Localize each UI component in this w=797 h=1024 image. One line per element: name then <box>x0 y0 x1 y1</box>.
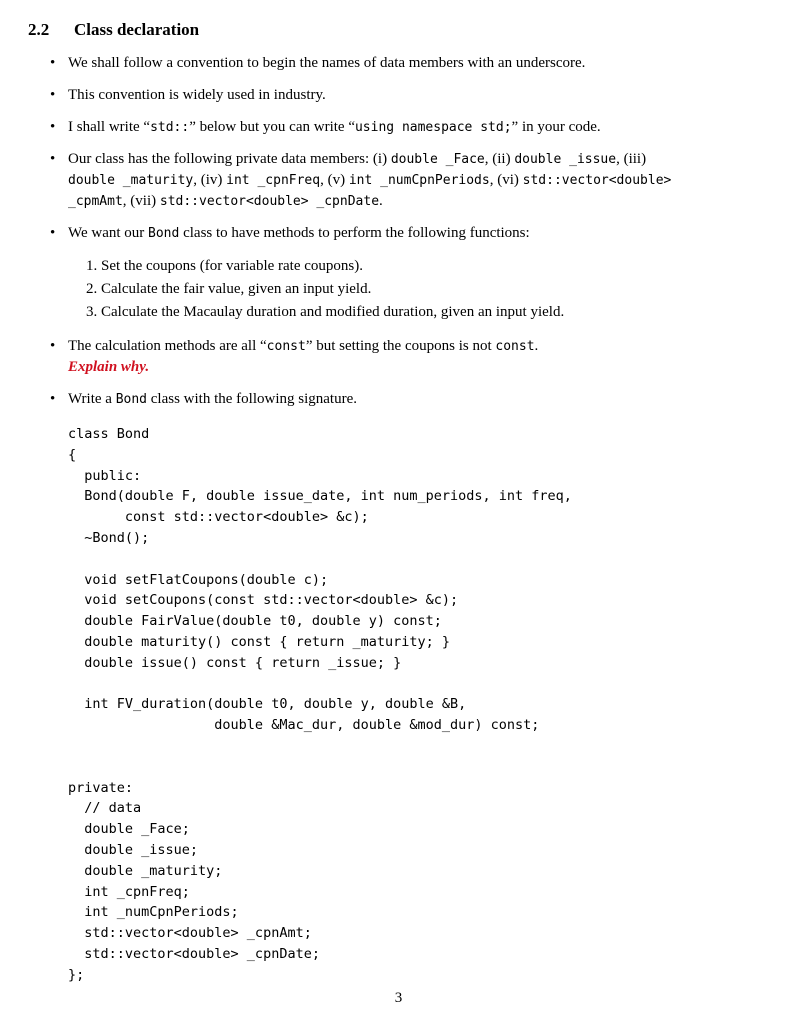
bullet-dot: • <box>50 55 56 71</box>
document-page: 2.2 Class declaration • We shall follow a convention to begin the names of data members with an underscore. • This convention is widely used in industry. • I shall write “std::” below but you can write “using namespace std;” in your code. • Our class has the following private data members: (i) double _Face, (ii) double _issue, (iii) double _maturity, (iv) int _cpnFreq, (v) int _numCpnPeriods, (vi) std::vector<double> _cpmAmt, (vii) std::vector<double> _cpnDate. • We want our Bond class to have methods to perform the following functions: 1. Set the coupons (for variable rate coupons). 2. Calculate the fair value, given an input yield. 3. Calculate the Macaulay duration and modified duration, given an input yield. • The calculation methods are all “const” but setting the coupons is not const. Explain why. • Write a Bond class with the following signature. class Bond { public: Bond(double F, double issue_date, int num_periods, int freq, const std::vector<double> &c); ~Bond(); void setFlatCoupons(double c); void setCoupons(const std::vector<double> &c); double FairValue(double t0, double y) const; double maturity() const { return _maturity; } double issue() const { return _issue; } int FV_duration(double t0, double y, double &B, double &Mac_dur, double &mod_dur) const; private: // data double _Face; double _issue; double _maturity; int _cpnFreq; int _numCpnPeriods; std::vector<double> _cpnAmt; std::vector<double> _cpnDate; }; 3 <box>0 0 797 1024</box>
section-number: 2.2 <box>28 20 50 39</box>
section-title: Class declaration <box>74 20 200 39</box>
inline-code: using namespace std; <box>354 120 512 135</box>
page-number: 3 <box>394 990 403 1006</box>
section-heading <box>28 20 199 40</box>
bullet-dot: • <box>50 391 56 407</box>
explain-why-prompt: Explain why. <box>68 359 150 375</box>
inline-code: Bond <box>115 392 148 407</box>
bullet-dot: • <box>50 119 56 135</box>
list-item: 1. Set the coupons (for variable rate coupons). <box>86 258 363 274</box>
inline-code: const <box>495 339 535 354</box>
list-item: 3. Calculate the Macaulay duration and modified duration, given an input yield. <box>86 304 565 320</box>
bullet-dot: • <box>50 151 56 167</box>
inline-code: Bond <box>148 226 180 241</box>
list-item: 2. Calculate the fair value, given an input yield. <box>86 281 372 297</box>
bullet-dot: • <box>50 87 56 103</box>
inline-code: std:: <box>150 120 190 135</box>
bond-class-code-listing: class Bond { public: Bond(double F, double issue_date, int num_periods, int freq, const std::vector<double> &c); ~Bond(); void setFlatCoupons(double c); void setCoupons(const std::vector<double> &c); double FairValue(double t0, double y) const; double maturity() const { return _maturity; } double issue() const { return _issue; } int FV_duration(double t0, double y, double &B, double &Mac_dur, double &mod_dur) const; private: // data double _Face; double _issue; double _maturity; int _cpnFreq; int _numCpnPeriods; std::vector<double> _cpnAmt; std::vector<double> _cpnDate; }; <box>68 426 572 983</box>
numbered-list <box>86 255 564 324</box>
bullet-dot: • <box>50 338 56 354</box>
bullet-dot: • <box>50 225 56 241</box>
inline-code: const <box>266 339 306 354</box>
